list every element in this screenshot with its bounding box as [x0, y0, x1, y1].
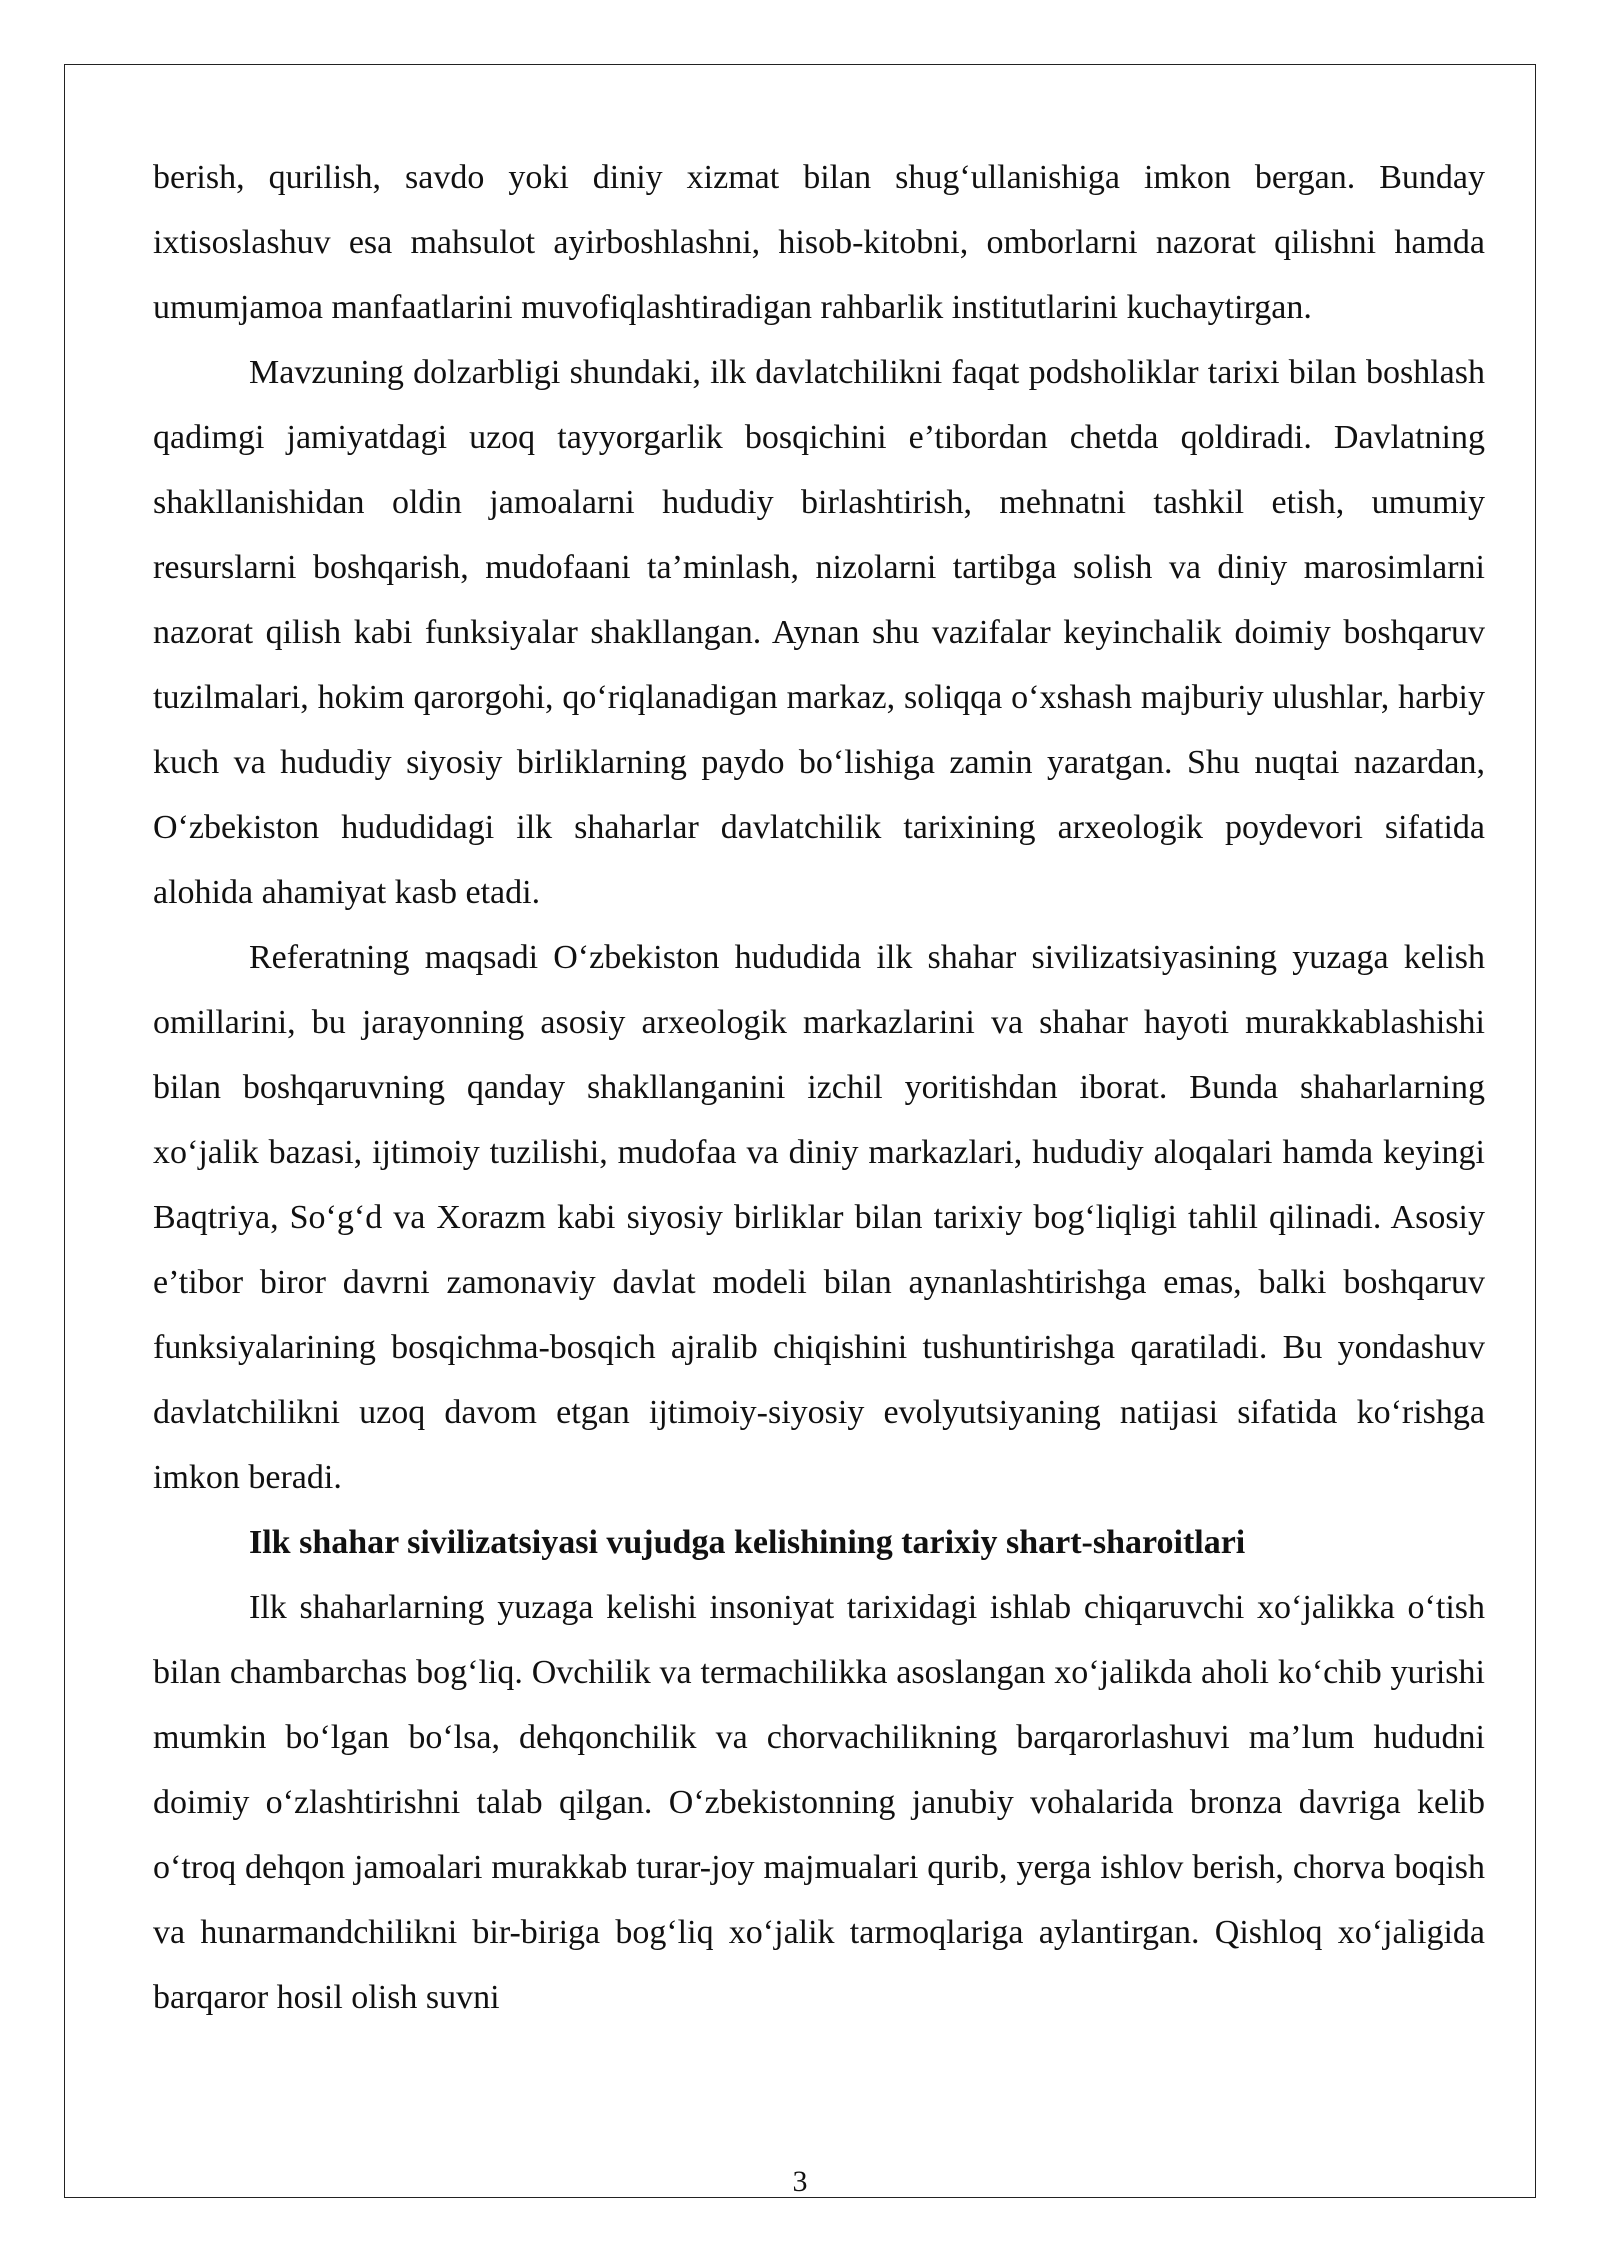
section-heading: Ilk shahar sivilizatsiyasi vujudga kelishining tarixiy shart-sharoitlari [249, 1524, 1246, 1561]
paragraph-objective: Referatning maqsadi O‘zbekiston hududida ilk shahar sivilizatsiyasining yuzaga kelish omillarini, bu jarayonning asosiy arxeologik markazlarini va shahar hayoti murakkablashishi bilan boshqaruvning qanday shakllanganini izchil yoritishdan iborat. Bunda shaharlarning xo‘jalik bazasi, ijtimoiy tuzilishi, mudofaa va diniy markazlari, hududiy aloqalari hamda keyingi Baqtriya, So‘g‘d va Xorazm kabi siyosiy birliklar bilan tarixiy bog‘liqligi tahlil qilinadi. Asosiy e’tibor biror davrni zamonaviy davlat modeli bilan aynanlashtirishga emas, balki boshqaruv funksiyalarining bosqichma-bosqich ajralib chiqishini tushuntirishga qaratiladi. Bu yondashuv davlatchilikni uzoq davom etgan ijtimoiy-siyosiy evolyutsiyaning natijasi sifatida ko‘rishga imkon beradi. [153, 939, 1485, 1496]
document-body [153, 145, 1485, 2030]
paragraph-continuation: berish, qurilish, savdo yoki diniy xizmat bilan shug‘ullanishiga imkon bergan. Bunday ixtisoslashuv esa mahsulot ayirboshlashni, hisob-kitobni, omborlarni nazorat qilishni hamda umumjamoa manfaatlarini muvofiqlashtiradigan rahbarlik institutlarini kuchaytirgan. [153, 159, 1485, 326]
paragraph-relevance: Mavzuning dolzarbligi shundaki, ilk davlatchilikni faqat podsholiklar tarixi bilan boshlash qadimgi jamiyatdagi uzoq tayyorgarlik bosqichini e’tibordan chetda qoldiradi. Davlatning shakllanishidan oldin jamoalarni hududiy birlashtirish, mehnatni tashkil etish, umumiy resurslarni boshqarish, mudofaani ta’minlash, nizolarni tartibga solish va diniy marosimlarni nazorat qilish kabi funksiyalar shakllangan. Aynan shu vazifalar keyinchalik doimiy boshqaruv tuzilmalari, hokim qarorgohi, qo‘riqlanadigan markaz, soliqqa o‘xshash majburiy ulushlar, harbiy kuch va hududiy siyosiy birliklarning paydo bo‘lishiga zamin yaratgan. Shu nuqtai nazardan, O‘zbekiston hududidagi ilk shaharlar davlatchilik tarixining arxeologik poydevori sifatida alohida ahamiyat kasb etadi. [153, 354, 1485, 911]
page-number: 3 [792, 2165, 808, 2198]
paragraph-section-intro: Ilk shaharlarning yuzaga kelishi insoniyat tarixidagi ishlab chiqaruvchi xo‘jalikka o‘tish bilan chambarchas bog‘liq. Ovchilik va termachilikka asoslangan xo‘jalikda aholi ko‘chib yurishi mumkin bo‘lgan bo‘lsa, dehqonchilik va chorvachilikning barqarorlashuvi ma’lum hududni doimiy o‘zlashtirishni talab qilgan. O‘zbekistonning janubiy vohalarida bronza davriga kelib o‘troq dehqon jamoalari murakkab turar-joy majmualari qurib, yerga ishlov berish, chorva boqish va hunarmandchilikni bir-biriga bog‘liq xo‘jalik tarmoqlariga aylantirgan. Qishloq xo‘jaligida barqaror hosil olish suvni [153, 1589, 1485, 2016]
